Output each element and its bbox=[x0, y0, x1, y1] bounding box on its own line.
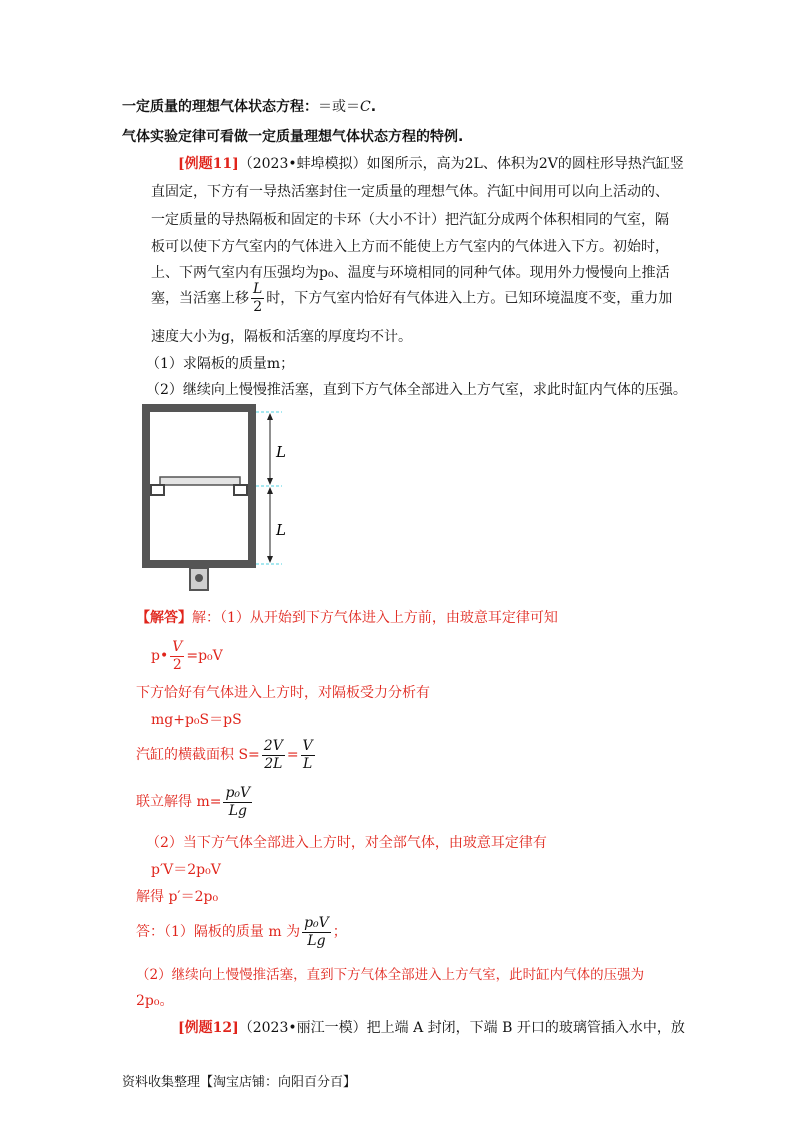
fraction-p0v-over-lg bbox=[223, 785, 252, 820]
area-prefix: 汽缸的横截面积 S= bbox=[136, 747, 260, 763]
ans1-suffix: ； bbox=[332, 924, 347, 940]
intro-line-1-eq: ＝或＝ bbox=[318, 99, 360, 115]
equation-2: mg+p₀S＝pS bbox=[151, 712, 242, 728]
footer-text: 资料收集整理【淘宝店铺：向阳百分百】 bbox=[122, 1075, 357, 1090]
example11-line-1 bbox=[178, 153, 684, 173]
area-den-1: 2L bbox=[264, 755, 283, 772]
question-1: （1）求隔板的质量m； bbox=[146, 356, 295, 372]
answer-conclusion-2b: 2p₀。 bbox=[136, 993, 174, 1009]
solve-prefix: 联立解得 m= bbox=[136, 794, 222, 810]
area-equation bbox=[136, 735, 317, 775]
fraction-ans-p0v-over-lg bbox=[302, 915, 331, 950]
solve-den: Lg bbox=[228, 802, 247, 819]
intro-line-1-end: . bbox=[370, 99, 377, 115]
eq1-left: p• bbox=[151, 648, 169, 664]
equation-4: 解得 p′＝2p₀ bbox=[136, 889, 219, 905]
example11-line-2: 直固定，下方有一导热活塞封住一定质量的理想气体。汽缸中间用可以向上活动的、 bbox=[151, 184, 669, 200]
answer-intro-text: 解：（1）从开始到下方气体进入上方前，由玻意耳定律可知 bbox=[192, 610, 558, 626]
answer-tag: 【解答】 bbox=[136, 610, 192, 626]
mount-hole bbox=[195, 574, 203, 582]
example11-text-1: （2023•蚌埠模拟）如图所示，高为2L、体积为2V的圆柱形导热汽缸竖 bbox=[238, 156, 684, 172]
fraction-v-over-2 bbox=[170, 639, 184, 674]
ans1-prefix: 答：（1）隔板的质量 m 为 bbox=[136, 924, 301, 940]
example12-line-1 bbox=[178, 1017, 685, 1037]
intro-line-1-c: C bbox=[360, 99, 371, 115]
intro-line-1-prefix: 一定质量的理想气体状态方程： bbox=[122, 99, 318, 115]
answer-force-line: 下方恰好有气体进入上方时，对隔板受力分析有 bbox=[136, 685, 430, 701]
example12-text: （2023•丽江一模）把上端 A 封闭，下端 B 开口的玻璃管插入水中，放 bbox=[238, 1020, 685, 1036]
dimension-label-top: L bbox=[276, 443, 286, 461]
eq1-right: =p₀V bbox=[186, 648, 223, 664]
fraction-l-num: L bbox=[253, 281, 263, 297]
ans1-num: p₀V bbox=[304, 914, 329, 931]
area-num-1: 2V bbox=[263, 737, 283, 754]
fraction-l-over-2 bbox=[251, 281, 264, 316]
example12-tag: [例题12] bbox=[178, 1020, 239, 1036]
area-equals: = bbox=[286, 747, 299, 763]
intro-line-1 bbox=[122, 96, 376, 116]
example11-tag: [例题11] bbox=[178, 156, 239, 172]
dimension-label-bottom: L bbox=[276, 521, 286, 539]
area-den-2: L bbox=[302, 755, 313, 772]
answer-conclusion-1 bbox=[136, 912, 347, 952]
answer-conclusion-2: （2）继续向上慢慢推活塞，直到下方气体全部进入上方气室，此时缸内气体的压强为 bbox=[136, 967, 645, 983]
example11-line-6-suffix: 时，下方气室内恰好有气体进入上方。已知环境温度不变，重力加 bbox=[266, 290, 673, 307]
ans1-den: Lg bbox=[307, 932, 326, 949]
example11-line-5: 上、下两气室内有压强均为p₀、温度与环境相同的同种气体。现用外力慢慢向上推活 bbox=[151, 265, 670, 281]
example11-line-7: 速度大小为g，隔板和活塞的厚度均不计。 bbox=[151, 329, 412, 345]
equation-3: p′V＝2p₀V bbox=[151, 862, 221, 878]
example11-line-6 bbox=[151, 281, 672, 316]
answer-part-2: （2）当下方气体全部进入上方时，对全部气体，由玻意耳定律有 bbox=[146, 835, 547, 851]
example11-line-4: 板可以使下方气室内的气体进入上方而不能使上方气室内的气体进入下方。初始时， bbox=[151, 239, 669, 255]
eq1-den: 2 bbox=[172, 656, 182, 673]
equation-1 bbox=[151, 636, 223, 676]
solve-equation bbox=[136, 782, 254, 822]
answer-intro bbox=[136, 607, 558, 627]
example11-line-6-prefix: 塞，当活塞上移 bbox=[151, 290, 249, 307]
partition-plate bbox=[160, 477, 240, 485]
fraction-v-over-l bbox=[301, 738, 315, 773]
retaining-ring-right bbox=[234, 485, 247, 495]
cylinder-diagram bbox=[120, 402, 300, 594]
question-2: （2）继续向上慢慢推活塞，直到下方气体全部进入上方气室，求此时缸内气体的压强。 bbox=[146, 382, 687, 398]
solve-num: p₀V bbox=[225, 784, 251, 801]
eq1-num: V bbox=[172, 638, 183, 655]
example11-line-3: 一定质量的导热隔板和固定的卡环（大小不计）把汽缸分成两个体积相同的气室，隔 bbox=[151, 212, 669, 228]
retaining-ring-left bbox=[151, 485, 164, 495]
area-num-2: V bbox=[302, 737, 313, 754]
fraction-2v-over-2l bbox=[262, 738, 285, 773]
fraction-l-den: 2 bbox=[253, 299, 263, 315]
intro-line-2: 气体实验定律可看做一定质量理想气体状态方程的特例. bbox=[122, 129, 464, 145]
